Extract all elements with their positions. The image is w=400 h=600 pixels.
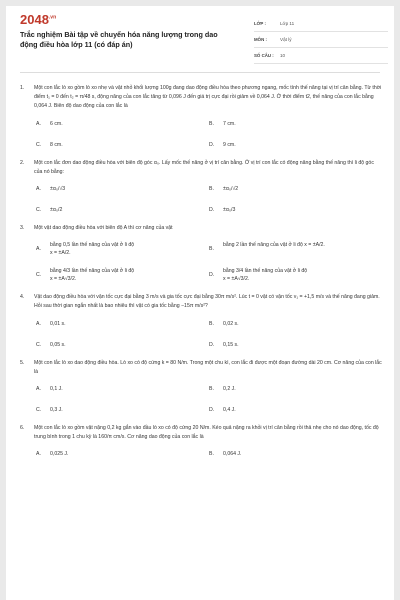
option-b[interactable] [209, 385, 382, 393]
option-text: 6 cm. [50, 120, 63, 127]
header-divider [20, 72, 380, 73]
option-b[interactable] [209, 450, 382, 458]
option-letter: B. [209, 451, 214, 458]
option-text: ±α₀/2 [50, 207, 63, 214]
option-letter: D. [209, 341, 215, 348]
question-6 [20, 424, 382, 458]
question-number: 4. [20, 294, 25, 301]
meta-value: Lớp 11 [280, 21, 295, 26]
option-letter: D. [209, 407, 215, 414]
option-text: 0,01 s. [50, 320, 66, 327]
option-a[interactable] [36, 120, 209, 128]
question-text: Một con lắc lò xo gồm vật nặng 0,2 kg gắn vào đầu lò xo có độ cứng 20 N/m. Kéo quả nặng ra khỏi vị trí cân bằng rồi thả nhẹ cho nó dao động, tốc độ trung bình trong 1 chu kỳ là 160/π cm/s. Cơ năng dao động của con lắc là [34, 425, 379, 441]
meta-value: 10 [280, 53, 286, 58]
option-c[interactable] [36, 341, 209, 349]
question-3 [20, 224, 382, 283]
document-header [6, 6, 394, 62]
question-text: Một con lắc đơn dao động điều hòa với biên độ góc α₀. Lấy mốc thế năng ở vị trí cân bằng. Ở vị trí con lắc có động năng bằng thế năng thì li độ góc của nó bằng: [34, 159, 374, 175]
option-letter: A. [36, 120, 41, 127]
option-letter: A. [36, 186, 41, 193]
question-number: 6. [20, 425, 25, 432]
option-a[interactable] [36, 450, 209, 458]
option-letter: C. [36, 272, 42, 279]
option-letter: C. [36, 141, 42, 148]
question-5 [20, 359, 382, 414]
option-letter: D. [209, 272, 215, 279]
option-text: ±α₀/√3 [50, 186, 66, 193]
question-text: Một vật dao động điều hòa với biên độ A thì cơ năng của vật [34, 225, 173, 232]
question-number: 1. [20, 85, 25, 91]
option-a[interactable] [36, 320, 209, 328]
option-a[interactable] [36, 185, 209, 193]
option-text: bằng 3/4 lần thế năng của vật ở li độ x = ±A√3/2. [223, 268, 308, 283]
option-text: 7 cm. [223, 120, 236, 127]
meta-table [254, 16, 388, 64]
option-letter: B. [209, 186, 214, 193]
option-d[interactable] [209, 141, 382, 149]
option-letter: A. [36, 320, 41, 327]
option-d[interactable] [209, 267, 382, 283]
option-letter: B. [209, 120, 214, 127]
option-letter: C. [36, 207, 42, 214]
option-b[interactable] [209, 185, 382, 193]
option-letter: D. [209, 141, 215, 148]
option-text: 9 cm. [223, 141, 236, 148]
option-letter: B. [209, 246, 214, 253]
option-text: ±α₀/√2 [223, 186, 239, 193]
question-4 [20, 293, 382, 348]
meta-value: Vật lý [280, 37, 292, 42]
question-list [20, 84, 382, 468]
option-letter: C. [36, 407, 42, 414]
document-title: Trắc nghiệm Bài tập về chuyển hóa năng lượng trong dao động điều hòa lớp 11 (có đáp án) [20, 30, 218, 49]
option-text: 0,4 J. [223, 407, 236, 414]
option-c[interactable] [36, 206, 209, 214]
logo-text: 2048 [20, 12, 49, 27]
meta-key: LỚP : [254, 21, 266, 26]
option-text: 0,1 J. [50, 386, 63, 393]
meta-key: SỐ CÂU : [254, 53, 274, 58]
option-c[interactable] [36, 267, 209, 283]
option-text: 8 cm. [50, 141, 63, 148]
option-d[interactable] [209, 406, 382, 414]
option-letter: A. [36, 246, 41, 253]
option-text: 0,05 s. [50, 341, 66, 348]
option-a[interactable] [36, 241, 209, 257]
option-letter: B. [209, 386, 214, 393]
option-letter: A. [36, 386, 41, 393]
meta-key: MÔN : [254, 37, 267, 42]
meta-row-subject [254, 32, 388, 48]
option-text: 0,2 J. [223, 386, 236, 393]
question-number: 3. [20, 225, 25, 232]
question-number: 2. [20, 159, 25, 166]
site-logo[interactable] [20, 12, 56, 27]
option-b[interactable] [209, 241, 382, 257]
option-letter: D. [209, 207, 215, 214]
question-text: Một con lắc lò xo dao động điều hòa. Lò xo có độ cứng k = 80 N/m. Trong một chu kì, con lắc đi được một đoạn đường dài 20 cm. Cơ năng của con lắc là [34, 359, 382, 375]
question-1 [20, 84, 382, 149]
option-text: bằng 4/3 lần thế năng của vật ở li độ x = ±A√3/2. [50, 268, 135, 283]
option-b[interactable] [209, 320, 382, 328]
meta-row-class [254, 16, 388, 32]
option-letter: C. [36, 341, 42, 348]
logo-tld: .vn [48, 14, 57, 21]
option-text: 0,025 J. [50, 451, 69, 458]
meta-row-count [254, 48, 388, 64]
option-d[interactable] [209, 341, 382, 349]
document-page [6, 6, 394, 600]
option-text: 0,15 s. [223, 341, 239, 348]
option-d[interactable] [209, 206, 382, 214]
option-text: 0,02 s. [223, 320, 239, 327]
option-text: 0,064 J. [223, 451, 242, 458]
option-b[interactable] [209, 120, 382, 128]
question-text: Vật dao động điều hòa với vận tốc cực đại bằng 3 m/s và gia tốc cực đại bằng 30π m/s². Lúc t = 0 vật có vận tốc v₁ = +1,5 m/s và thế năng đang giảm. Hỏi sau thời gian ngắn nhất là bao nhiêu thì vật có gia tốc bằng −15π m/s²? [34, 294, 380, 310]
option-letter: A. [36, 451, 41, 458]
option-c[interactable] [36, 406, 209, 414]
option-text: bằng 2 lần thế năng của vật ở li độ x = ±A/2. [223, 242, 325, 249]
question-number: 5. [20, 359, 25, 366]
option-text: ±α₀/3 [223, 207, 236, 214]
option-text: 0,3 J. [50, 407, 63, 414]
option-letter: B. [209, 320, 214, 327]
option-c[interactable] [36, 141, 209, 149]
question-text: Một con lắc lò xo gồm lò xo nhẹ và vật nhỏ khối lượng 100g đang dao động điều hòa theo phương ngang, mốc tính thế năng tại vị trí cân bằng. Từ thời điểm t₁ = 0 đến t₂ = π/48 s, động năng của con lắc tăng từ 0,096 J đến giá trị cực đại rồi giảm về 0,064 J. Ở thời điểm t2, thế năng của con lắc bằng 0,064 J. Biên độ dao động của con lắc là [34, 85, 382, 110]
question-2 [20, 159, 382, 214]
option-text: bằng 0,5 lần thế năng của vật ở li độ x = ±A/2. [50, 242, 135, 257]
option-a[interactable] [36, 385, 209, 393]
